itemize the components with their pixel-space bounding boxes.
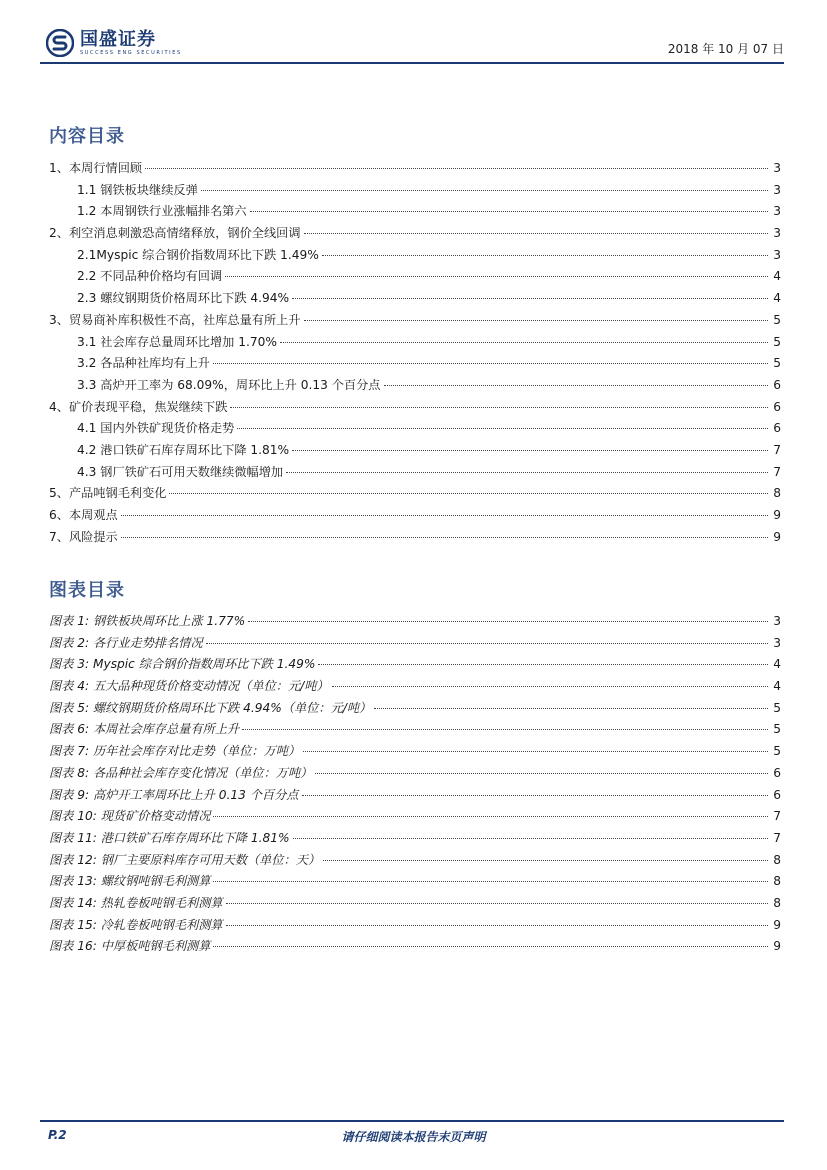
- toc-entry[interactable]: [49, 202, 781, 224]
- figure-entry-text: 图表 10: 现货矿价格变动情况: [49, 809, 211, 824]
- dot-leader: [293, 838, 768, 839]
- page-header: [40, 26, 784, 62]
- toc-entry-page: 3: [773, 182, 781, 197]
- toc-entry-text: 2.2 不同品种价格均有回调: [77, 269, 223, 284]
- toc-entry[interactable]: [49, 246, 781, 268]
- footer-disclaimer: 请仔细阅读本报告末页声明: [341, 1130, 486, 1144]
- dot-leader: [286, 472, 768, 473]
- dot-leader: [250, 211, 768, 212]
- logo-mark-icon: [46, 29, 74, 57]
- toc-entry-text: 1.1 钢铁板块继续反弹: [77, 182, 198, 197]
- toc-entry-page: 5: [773, 356, 781, 371]
- toc-entry-text: 4.3 钢厂铁矿石可用天数继续微幅增加: [77, 464, 284, 479]
- figure-entry-text: 图表 1: 钢铁板块周环比上涨 1.77%: [49, 614, 246, 628]
- figure-entry[interactable]: [49, 742, 781, 764]
- dot-leader: [384, 385, 769, 386]
- dot-leader: [230, 407, 768, 408]
- toc-entry[interactable]: [49, 528, 781, 550]
- toc-entry[interactable]: [49, 463, 781, 485]
- toc-entry-page: 4: [773, 291, 781, 306]
- toc-entry[interactable]: [49, 506, 781, 528]
- toc-entry[interactable]: [49, 289, 781, 311]
- figure-entry[interactable]: [49, 851, 781, 873]
- toc-entry-text: 5、产品吨钢毛利变化: [49, 486, 167, 501]
- figure-entry-text: 图表 9: 高炉开工率周环比上升 0.13 个百分点: [49, 787, 299, 802]
- toc-entry-text: 2.3 螺纹钢期货价格周环比下跌 4.94%: [77, 291, 290, 306]
- toc-entry-page: 3: [773, 161, 781, 175]
- contents-list: [49, 159, 781, 549]
- figure-entry[interactable]: [49, 655, 781, 677]
- dot-leader: [303, 751, 768, 752]
- toc-entry[interactable]: [49, 159, 781, 181]
- dot-leader: [213, 946, 768, 947]
- figure-entry-page: 9: [773, 917, 781, 932]
- figure-entry[interactable]: [49, 612, 781, 634]
- dot-leader: [206, 643, 768, 644]
- figure-entry-text: 图表 3: Myspic 综合钢价指数周环比下跌 1.49%: [49, 657, 316, 672]
- dot-leader: [225, 276, 768, 277]
- figure-entry-text: 图表 15: 冷轧卷板吨钢毛利测算: [49, 917, 223, 932]
- toc-entry-text: 6、本周观点: [49, 508, 118, 522]
- dot-leader: [213, 363, 768, 364]
- figure-entry-page: 6: [773, 787, 781, 802]
- figure-entry-text: 图表 11: 港口铁矿石库存周环比下降 1.81%: [49, 830, 290, 845]
- toc-entry-text: 4、矿价表现平稳，焦炭继续下跌: [49, 399, 228, 414]
- report-date: 2018 年 10 月 07 日: [667, 42, 784, 56]
- toc-entry[interactable]: [49, 354, 781, 376]
- figure-entry-page: 8: [773, 874, 781, 889]
- figure-entry-page: 4: [773, 657, 781, 672]
- toc-entry-text: 1、本周行情回顾: [49, 161, 143, 175]
- toc-entry-text: 4.2 港口铁矿石库存周环比下降 1.81%: [77, 442, 290, 457]
- figure-entry-text: 图表 8: 各品种社会库存变化情况（单位：万吨）: [49, 765, 313, 780]
- dot-leader: [318, 664, 768, 665]
- toc-entry[interactable]: [49, 267, 781, 289]
- toc-entry-page: 6: [773, 377, 781, 392]
- dot-leader: [145, 168, 768, 169]
- dot-leader: [169, 493, 768, 494]
- figure-entry[interactable]: [49, 677, 781, 699]
- figures-list: [49, 612, 781, 959]
- figure-entry-text: 图表 2: 各行业走势排名情况: [49, 635, 203, 650]
- toc-entry[interactable]: [49, 376, 781, 398]
- figure-entry-page: 6: [773, 765, 781, 780]
- toc-entry-page: 9: [773, 508, 781, 522]
- toc-entry-page: 3: [773, 247, 781, 262]
- figure-entry-page: 4: [773, 679, 781, 694]
- toc-entry-page: 8: [773, 486, 781, 501]
- toc-entry-page: 7: [773, 442, 781, 457]
- toc-entry[interactable]: [49, 311, 781, 333]
- figure-entry[interactable]: [49, 829, 781, 851]
- toc-entry-page: 3: [773, 204, 781, 219]
- figure-entry-page: 5: [773, 722, 781, 737]
- dot-leader: [304, 233, 768, 234]
- toc-entry-page: 4: [773, 269, 781, 284]
- figure-entry[interactable]: [49, 894, 781, 916]
- figure-entry-page: 3: [773, 614, 781, 628]
- figures-title: 图表目录: [49, 580, 125, 601]
- dot-leader: [226, 925, 768, 926]
- toc-entry-page: 9: [773, 529, 781, 544]
- figure-entry[interactable]: [49, 764, 781, 786]
- figure-entry-page: 7: [773, 809, 781, 824]
- toc-entry[interactable]: [49, 484, 781, 506]
- dot-leader: [242, 729, 768, 730]
- company-logo: [46, 26, 182, 60]
- toc-entry-page: 6: [773, 399, 781, 414]
- logo-name: 国盛证券: [80, 28, 156, 50]
- figure-entry-text: 图表 12: 钢厂主要原料库存可用天数（单位：天）: [49, 852, 321, 867]
- page-number: P.2: [48, 1128, 67, 1142]
- dot-leader: [280, 342, 768, 343]
- dot-leader: [332, 686, 768, 687]
- figure-entry-text: 图表 4: 五大品种现货价格变动情况（单位：元/吨）: [49, 679, 329, 694]
- figure-entry[interactable]: [49, 937, 781, 959]
- dot-leader: [374, 708, 768, 709]
- figure-entry-text: 图表 5: 螺纹钢期货价格周环比下跌 4.94%（单位：元/吨）: [49, 700, 372, 715]
- dot-leader: [292, 450, 768, 451]
- figure-entry-page: 9: [773, 939, 781, 954]
- header-divider: [40, 62, 784, 64]
- toc-entry-page: 5: [773, 312, 781, 327]
- figure-entry-text: 图表 13: 螺纹钢吨钢毛利测算: [49, 874, 211, 889]
- toc-entry-text: 3.3 高炉开工率为 68.09%，周环比上升 0.13 个百分点: [77, 377, 381, 392]
- dot-leader: [323, 860, 768, 861]
- toc-entry-text: 4.1 国内外铁矿现货价格走势: [77, 421, 235, 436]
- figure-entry[interactable]: [49, 916, 781, 938]
- dot-leader: [226, 903, 768, 904]
- dot-leader: [237, 428, 768, 429]
- toc-entry-page: 6: [773, 421, 781, 436]
- figure-entry-text: 图表 7: 历年社会库存对比走势（单位：万吨）: [49, 744, 301, 759]
- figure-entry-page: 5: [773, 700, 781, 715]
- contents-title: 内容目录: [49, 126, 125, 147]
- dot-leader: [213, 881, 768, 882]
- dot-leader: [304, 320, 768, 321]
- dot-leader: [292, 298, 768, 299]
- figure-entry[interactable]: [49, 720, 781, 742]
- toc-entry[interactable]: [49, 224, 781, 246]
- toc-entry-text: 1.2 本周钢铁行业涨幅排名第六: [77, 204, 247, 219]
- toc-entry[interactable]: [49, 181, 781, 203]
- dot-leader: [248, 621, 768, 622]
- toc-entry[interactable]: [49, 333, 781, 355]
- toc-entry-text: 2.1Myspic 综合钢价指数周环比下跌 1.49%: [77, 247, 319, 262]
- toc-entry[interactable]: [49, 398, 781, 420]
- dot-leader: [213, 816, 768, 817]
- figure-entry[interactable]: [49, 807, 781, 829]
- dot-leader: [121, 515, 768, 516]
- toc-entry[interactable]: [49, 419, 781, 441]
- toc-entry-page: 5: [773, 334, 781, 349]
- figure-entry-text: 图表 6: 本周社会库存总量有所上升: [49, 722, 240, 737]
- figure-entry-page: 8: [773, 895, 781, 910]
- figure-entry-page: 8: [773, 852, 781, 867]
- toc-entry-text: 3、贸易商补库积极性不高，社库总量有所上升: [49, 312, 301, 327]
- toc-entry-text: 3.1 社会库存总量周环比增加 1.70%: [77, 334, 277, 349]
- figure-entry[interactable]: [49, 786, 781, 808]
- footer-divider: [40, 1120, 784, 1122]
- toc-entry-text: 3.2 各品种社库均有上升: [77, 356, 210, 371]
- dot-leader: [302, 795, 769, 796]
- figure-entry-text: 图表 16: 中厚板吨钢毛利测算: [49, 939, 211, 954]
- dot-leader: [315, 773, 768, 774]
- figure-entry[interactable]: [49, 634, 781, 656]
- toc-entry-page: 7: [773, 464, 781, 479]
- figure-entry-page: 7: [773, 830, 781, 845]
- figure-entry[interactable]: [49, 872, 781, 894]
- toc-entry-text: 2、利空消息刺激恐高情绪释放，钢价全线回调: [49, 226, 301, 241]
- logo-english-name: SUCCESS ENG SECURITIES: [80, 49, 182, 56]
- dot-leader: [201, 190, 768, 191]
- figure-entry-text: 图表 14: 热轧卷板吨钢毛利测算: [49, 895, 223, 910]
- figure-entry[interactable]: [49, 699, 781, 721]
- dot-leader: [121, 537, 768, 538]
- toc-entry[interactable]: [49, 441, 781, 463]
- toc-entry-page: 3: [773, 226, 781, 241]
- toc-entry-text: 7、风险提示: [49, 529, 118, 544]
- figure-entry-page: 5: [773, 744, 781, 759]
- dot-leader: [322, 255, 768, 256]
- figure-entry-page: 3: [773, 635, 781, 650]
